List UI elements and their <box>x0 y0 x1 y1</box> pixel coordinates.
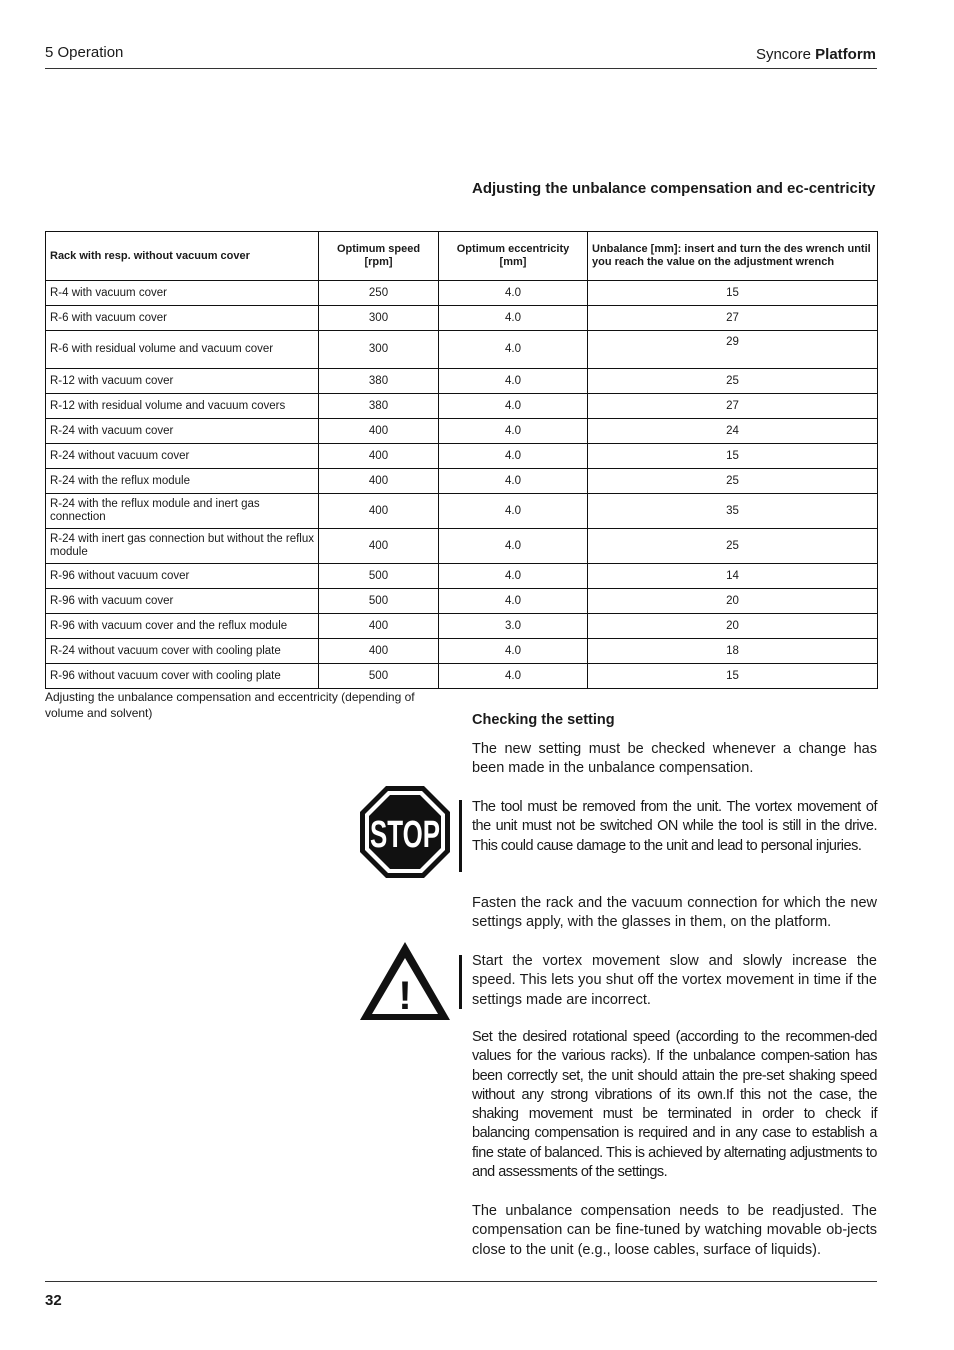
cell-speed: 400 <box>319 494 439 529</box>
cell-unbalance: 25 <box>588 529 878 564</box>
table-row <box>46 394 878 419</box>
cell-unbalance: 15 <box>588 664 878 689</box>
cell-eccentricity: 4.0 <box>439 419 588 444</box>
table-row <box>46 494 878 529</box>
cell-eccentricity: 4.0 <box>439 469 588 494</box>
paragraph-2: The tool must be removed from the unit. The vortex movement of the unit must not be switched ON while the tool is still in the drive. This could cause damage to the unit and lead to personal injuries. <box>472 799 877 854</box>
stop-margin-bar <box>459 800 462 872</box>
cell-speed: 400 <box>319 614 439 639</box>
cell-eccentricity: 4.0 <box>439 394 588 419</box>
cell-rack: R-24 with inert gas connection but without the reflux module <box>46 529 319 564</box>
page-number: 32 <box>45 1292 62 1309</box>
table-row <box>46 564 878 589</box>
table-row <box>46 444 878 469</box>
cell-speed: 400 <box>319 469 439 494</box>
cell-speed: 300 <box>319 331 439 369</box>
stop-sign-icon <box>358 784 452 880</box>
table-row <box>46 331 878 369</box>
table-row <box>46 614 878 639</box>
table-row <box>46 419 878 444</box>
col-header-speed: Optimum speed [rpm] <box>319 232 439 281</box>
cell-eccentricity: 4.0 <box>439 306 588 331</box>
header-rule <box>45 68 877 69</box>
cell-unbalance: 14 <box>588 564 878 589</box>
table-row <box>46 639 878 664</box>
cell-unbalance: 29 <box>588 331 878 369</box>
cell-rack: R-4 with vacuum cover <box>46 281 319 306</box>
cell-rack: R-12 with vacuum cover <box>46 369 319 394</box>
header-brand <box>756 46 876 63</box>
cell-unbalance: 20 <box>588 614 878 639</box>
cell-speed: 400 <box>319 529 439 564</box>
cell-rack: R-96 with vacuum cover <box>46 589 319 614</box>
warning-mark: ! <box>398 974 412 1018</box>
cell-rack: R-24 with vacuum cover <box>46 419 319 444</box>
cell-speed: 500 <box>319 664 439 689</box>
settings-table <box>45 231 878 689</box>
table-row <box>46 529 878 564</box>
cell-rack: R-96 without vacuum cover <box>46 564 319 589</box>
section-title: Adjusting the unbalance compensation and ec-centricity <box>472 180 876 197</box>
stop-sign-text: STOP <box>370 814 440 856</box>
cell-rack: R-96 without vacuum cover with cooling plate <box>46 664 319 689</box>
cell-speed: 250 <box>319 281 439 306</box>
footer-rule <box>45 1281 877 1282</box>
cell-rack: R-24 without vacuum cover <box>46 444 319 469</box>
cell-speed: 500 <box>319 564 439 589</box>
cell-rack: R-96 with vacuum cover and the reflux module <box>46 614 319 639</box>
cell-speed: 300 <box>319 306 439 331</box>
cell-rack: R-6 with residual volume and vacuum cover <box>46 331 319 369</box>
table-row <box>46 589 878 614</box>
cell-unbalance: 25 <box>588 369 878 394</box>
paragraph-1: The new setting must be checked whenever a change has been made in the unbalance compensation. <box>472 741 877 777</box>
cell-eccentricity: 4.0 <box>439 664 588 689</box>
cell-unbalance: 15 <box>588 444 878 469</box>
cell-rack: R-12 with residual volume and vacuum covers <box>46 394 319 419</box>
cell-rack: R-24 with the reflux module <box>46 469 319 494</box>
cell-unbalance: 15 <box>588 281 878 306</box>
header-section: 5 Operation <box>45 44 124 61</box>
cell-speed: 500 <box>319 589 439 614</box>
cell-eccentricity: 4.0 <box>439 529 588 564</box>
paragraph-6: The unbalance compensation needs to be readjusted. The compensation can be fine-tuned by watching movable ob-jects close to the unit (e.g., loose cables, surface of liquids). <box>472 1203 877 1258</box>
cell-eccentricity: 4.0 <box>439 281 588 306</box>
cell-eccentricity: 4.0 <box>439 444 588 469</box>
col-header-eccentricity: Optimum eccentricity [mm] <box>439 232 588 281</box>
brand-bold: Platform <box>815 46 876 63</box>
cell-unbalance: 24 <box>588 419 878 444</box>
cell-unbalance: 20 <box>588 589 878 614</box>
cell-unbalance: 27 <box>588 306 878 331</box>
table-row <box>46 369 878 394</box>
cell-speed: 400 <box>319 419 439 444</box>
col-header-rack: Rack with resp. without vacuum cover <box>46 232 319 281</box>
paragraph-5: Set the desired rotational speed (according to the recommen-ded values for the various racks). If the unbalance compen-sation has been correctly set, the unit should attain the pre-set shaking speed without any strong vibrations of its own.If this not the case, the shaking movement must be terminated in order to check if balancing compensation is required and in any case to establish a fine state of balanced. This is achieved by alternating adjustments to and assessments of the settings. <box>472 1029 877 1181</box>
table-row <box>46 306 878 331</box>
table-header-row <box>46 232 878 281</box>
cell-unbalance: 35 <box>588 494 878 529</box>
paragraph-3: Fasten the rack and the vacuum connection for which the new settings apply, with the glasses in them, on the platform. <box>472 895 877 931</box>
cell-rack: R-24 with the reflux module and inert gas connection <box>46 494 319 529</box>
warning-triangle-icon <box>358 940 452 1022</box>
cell-eccentricity: 4.0 <box>439 639 588 664</box>
cell-speed: 400 <box>319 639 439 664</box>
cell-speed: 400 <box>319 444 439 469</box>
cell-eccentricity: 4.0 <box>439 589 588 614</box>
cell-unbalance: 27 <box>588 394 878 419</box>
table-row <box>46 664 878 689</box>
checking-title: Checking the setting <box>472 712 615 728</box>
cell-eccentricity: 4.0 <box>439 494 588 529</box>
cell-unbalance: 18 <box>588 639 878 664</box>
cell-unbalance: 25 <box>588 469 878 494</box>
table-row <box>46 281 878 306</box>
table-row <box>46 469 878 494</box>
table-caption: Adjusting the unbalance compensation and eccentricity (depending of volume and solvent) <box>45 690 415 720</box>
cell-rack: R-6 with vacuum cover <box>46 306 319 331</box>
paragraph-4: Start the vortex movement slow and slowly increase the speed. This lets you shut off the vortex movement in time if the settings made are incorrect. <box>472 953 877 1008</box>
cell-speed: 380 <box>319 394 439 419</box>
cell-eccentricity: 4.0 <box>439 331 588 369</box>
warning-margin-bar <box>459 955 462 1009</box>
cell-eccentricity: 4.0 <box>439 564 588 589</box>
col-header-unbalance: Unbalance [mm]: insert and turn the des wrench until you reach the value on the adjustment wrench <box>588 232 878 281</box>
brand-light: Syncore <box>755 46 811 63</box>
cell-eccentricity: 3.0 <box>439 614 588 639</box>
cell-speed: 380 <box>319 369 439 394</box>
cell-rack: R-24 without vacuum cover with cooling plate <box>46 639 319 664</box>
cell-eccentricity: 4.0 <box>439 369 588 394</box>
